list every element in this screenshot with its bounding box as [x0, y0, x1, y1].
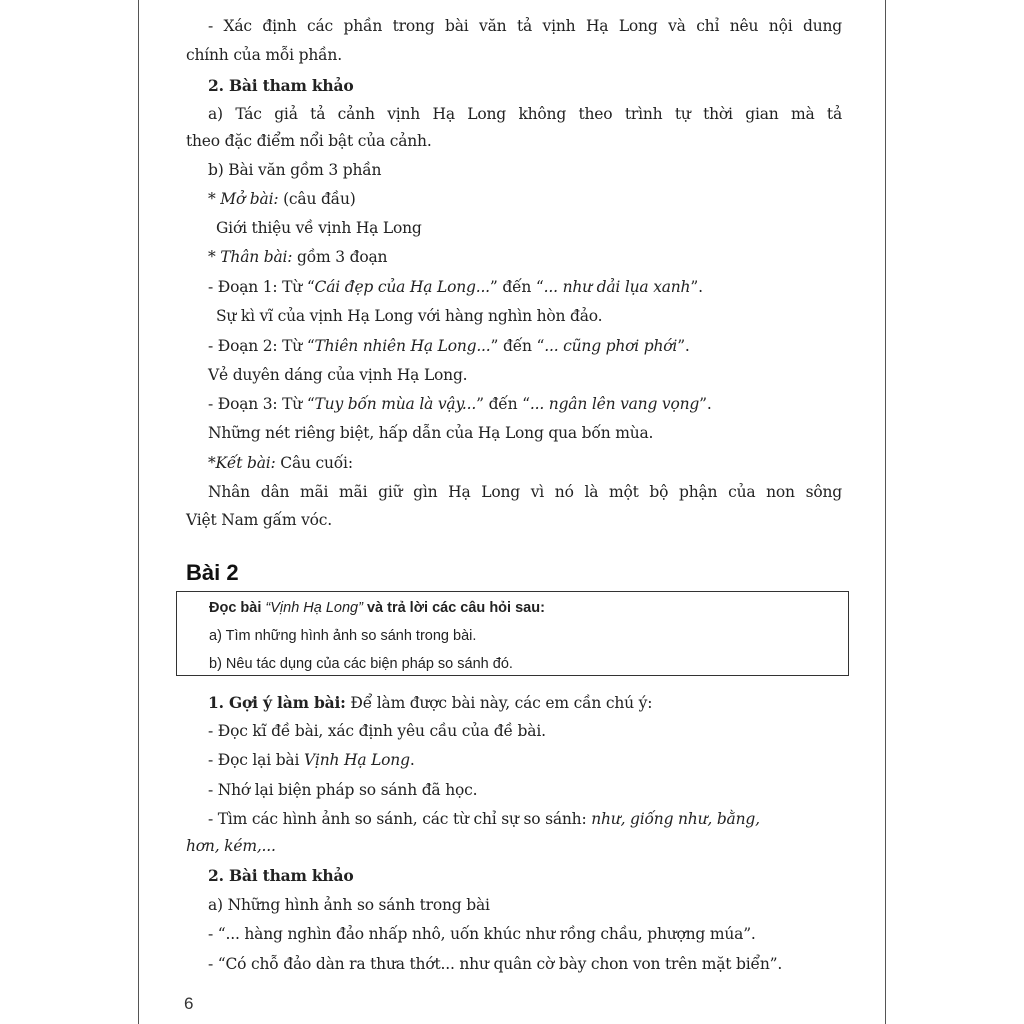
doan-2-to: ... cũng phơi phới [544, 337, 678, 355]
intro-line-2: chính của mỗi phần. [186, 46, 342, 64]
doan-3-line [208, 395, 712, 413]
hint-find-pre: - Tìm các hình ảnh so sánh, các từ chỉ sự so sánh: [208, 810, 592, 828]
page-number: 6 [184, 994, 194, 1013]
question-title-work: “Vịnh Hạ Long” [265, 600, 363, 616]
doan-1-prefix: - Đoạn 1: Từ “ [208, 278, 315, 296]
hint-item-3: - Nhớ lại biện pháp so sánh đã học. [208, 781, 478, 799]
doan-1-end: ”. [690, 278, 703, 296]
doan-2-from: Thiên nhiên Hạ Long... [314, 337, 491, 355]
hint-item-4-line-2: hơn, kém,... [186, 837, 276, 855]
question-a: a) Tìm những hình ảnh so sánh trong bài. [209, 628, 477, 644]
doan-3-prefix: - Đoạn 3: Từ “ [208, 395, 315, 413]
doan-1-from: Cái đẹp của Hạ Long... [314, 278, 490, 296]
doan-3-mid: ” đến “ [476, 395, 530, 413]
ket-bai-label: *Kết bài: [208, 454, 276, 472]
hint-title-line [208, 693, 652, 712]
hint-read-post: . [409, 751, 415, 769]
doan-3-from: Tuy bốn mùa là vậy... [314, 395, 477, 413]
ref-a-line: a) Những hình ảnh so sánh trong bài [208, 896, 490, 914]
question-b: b) Nêu tác dụng của các biện pháp so sánh đó. [209, 656, 513, 672]
hint-find-words: như, giống như, bằng, [591, 810, 760, 828]
question-title-pre: Đọc bài [209, 600, 266, 616]
question-title-post: và trả lời các câu hỏi sau: [362, 600, 545, 616]
hint-item-1: - Đọc kĩ đề bài, xác định yêu cầu của đề bài. [208, 722, 546, 740]
than-bai-text: gồm 3 đoạn [292, 248, 388, 266]
than-bai-line [208, 248, 387, 266]
than-bai-label: * Thân bài: [208, 248, 293, 266]
mo-bai-line [208, 190, 356, 208]
answer-b-line: b) Bài văn gồm 3 phần [208, 161, 382, 179]
ref-title-1: 2. Bài tham khảo [208, 76, 354, 95]
mo-bai-label: * Mở bài: [208, 190, 279, 208]
hint-item-4 [208, 810, 760, 828]
doan-3-to: ... ngân lên vang vọng [529, 395, 700, 413]
doan-3-end: ”. [699, 395, 712, 413]
doan-2-prefix: - Đoạn 2: Từ “ [208, 337, 315, 355]
quote-2: - “Có chỗ đảo dàn ra thưa thớt... như quân cờ bày chon von trên mặt biển”. [208, 955, 783, 973]
hint-read-pre: - Đọc lại bài [208, 751, 304, 769]
hint-label: 1. Gợi ý làm bài: [208, 693, 346, 712]
ref-title-2: 2. Bài tham khảo [208, 866, 354, 885]
answer-a-line-2: theo đặc điểm nổi bật của cảnh. [186, 132, 432, 150]
ket-bai-line-2: Việt Nam gấm vóc. [186, 511, 332, 529]
question-box [176, 591, 849, 676]
section-heading: Bài 2 [186, 560, 239, 585]
mo-bai-text: (câu đầu) [278, 190, 356, 208]
doan-1-content: Sự kì vĩ của vịnh Hạ Long với hàng nghìn hòn đảo. [216, 307, 603, 325]
intro-line-1: - Xác định các phần trong bài văn tả vịnh Hạ Long và chỉ nêu nội dung [208, 17, 842, 35]
mo-bai-content: Giới thiệu về vịnh Hạ Long [216, 219, 422, 237]
ket-bai-text: Câu cuối: [275, 454, 353, 472]
doan-2-mid: ” đến “ [490, 337, 545, 355]
doan-2-end: ”. [677, 337, 690, 355]
doan-1-mid: ” đến “ [489, 278, 544, 296]
ket-bai-line-1: Nhân dân mãi mãi giữ gìn Hạ Long vì nó là một bộ phận của non sông [208, 483, 842, 501]
doan-1-to: ... như dải lụa xanh [543, 278, 691, 296]
page-border-left [138, 0, 139, 1024]
answer-a-line-1: a) Tác giả tả cảnh vịnh Hạ Long không theo trình tự thời gian mà tả [208, 105, 842, 123]
hint-read-work: Vịnh Hạ Long [303, 751, 410, 769]
doan-2-content: Vẻ duyên dáng của vịnh Hạ Long. [208, 366, 468, 384]
doan-1-line [208, 278, 703, 296]
hint-text: Để làm được bài này, các em cần chú ý: [345, 694, 653, 712]
quote-1: - “... hàng nghìn đảo nhấp nhô, uốn khúc như rồng chầu, phượng múa”. [208, 925, 756, 943]
hint-item-2 [208, 751, 415, 769]
doan-3-content: Những nét riêng biệt, hấp dẫn của Hạ Long qua bốn mùa. [208, 424, 654, 442]
ket-bai-line [208, 454, 353, 472]
page-border-right [885, 0, 886, 1024]
doan-2-line [208, 337, 690, 355]
question-title [209, 600, 545, 616]
